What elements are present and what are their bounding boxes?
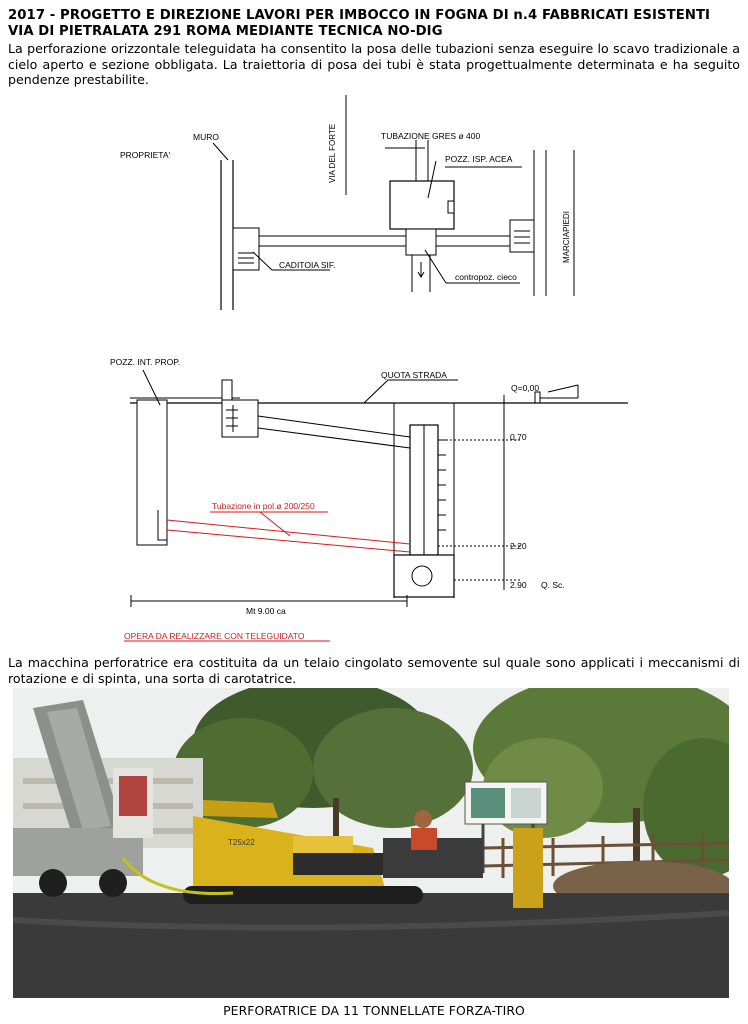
label-pozz-int-prop: POZZ. INT. PROP. <box>110 357 181 367</box>
label-depth-220: 2.20 <box>510 541 527 551</box>
photo-caption: PERFORATRICE DA 11 TONNELLATE FORZA-TIRO <box>223 1003 525 1018</box>
label-via-del-forte: VIA DEL FORTE <box>328 123 337 183</box>
road <box>13 893 729 998</box>
label-depth-070: 0,70 <box>510 432 527 442</box>
label-distance: Mt 9.00 ca <box>246 606 286 616</box>
machine-model-text: T25x22 <box>228 838 255 847</box>
title-line-2: VIA DI PIETRALATA 291 ROMA MEDIANTE TECNICA NO-DIG <box>8 23 443 39</box>
plan-view <box>213 95 574 310</box>
label-tubazione-gres: TUBAZIONE GRES ø 400 <box>381 131 481 141</box>
section-labels <box>110 357 565 641</box>
label-muro: MURO <box>193 132 219 142</box>
intro-paragraph: La perforazione orizzontale teleguidata ha consentito la posa delle tubazioni senza eseguire lo scavo tradizionale a cielo aperto e sezione obbligata. La traiettoria di posa dei tubi è stata progettualmente determinata e ha seguito pendenze prestabilite. <box>8 41 740 87</box>
label-pozz-isp-acea: POZZ. ISP. ACEA <box>445 154 513 164</box>
machine-paragraph: La macchina perforatrice era costituita da un telaio cingolato semovente sul quale sono applicati i meccanismi di rotazione e di spinta, una sorta di carotatrice. <box>8 655 740 686</box>
title-line-1: 2017 - PROGETTO E DIREZIONE LAVORI PER IMBOCCO IN FOGNA DI n.4 FABBRICATI ESISTENTI <box>8 8 711 23</box>
drilling-machine-photo <box>13 688 729 998</box>
label-q-zero: Q=0,00 <box>511 383 540 393</box>
label-q-sc: Q. Sc. <box>541 580 565 590</box>
label-proprieta: PROPRIETA' <box>120 150 171 160</box>
document-title <box>8 8 740 39</box>
label-quota-strada: QUOTA STRADA <box>381 370 447 380</box>
photo-illustration <box>13 688 729 998</box>
section-view <box>130 370 628 607</box>
label-depth-290: 2.90 <box>510 580 527 590</box>
label-opera-teleguidato: OPERA DA REALIZZARE CON TELEGUIDATO <box>124 631 305 641</box>
label-new-pipe: Tubazione in pol.ø 200/250 <box>212 501 315 511</box>
label-caditoia: CADITOIA SIF. <box>279 260 336 270</box>
label-marciapiedi: MARCIAPIEDI <box>562 210 571 263</box>
technical-drawing <box>0 85 748 650</box>
label-contropozzetto: contropoz. cieco <box>455 272 517 282</box>
